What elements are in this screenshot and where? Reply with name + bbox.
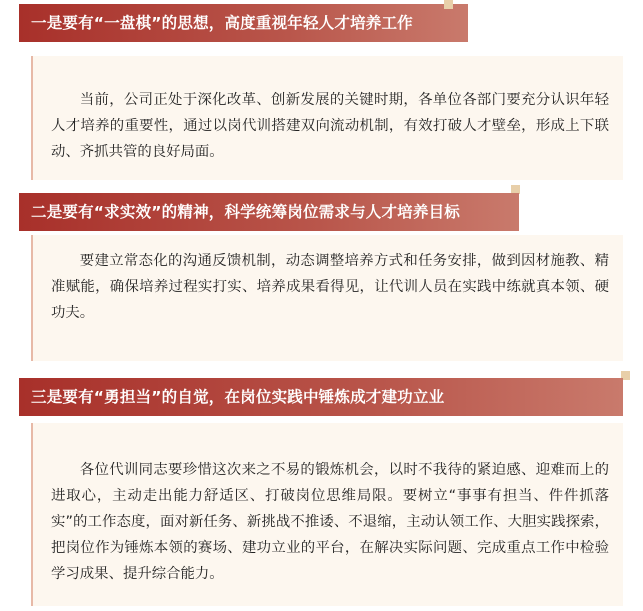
section-1-card xyxy=(31,56,623,180)
section-2-heading-banner xyxy=(19,193,519,231)
section-3-heading: 三是要有“勇担当”的自觉，在岗位实践中锤炼成才建功立业 xyxy=(31,388,445,406)
section-1-heading: 一是要有“一盘棋”的思想，高度重视年轻人才培养工作 xyxy=(31,14,413,32)
section-1-body: 当前，公司正处于深化改革、创新发展的关键时期，各单位各部门要充分认识年轻人才培养的重要性，通过以岗代训搭建双向流动机制，有效打破人才壁垒，形成上下联动、齐抓共管的良好局面。 xyxy=(51,92,609,160)
section-2-card xyxy=(31,235,623,361)
section-3-heading-banner xyxy=(19,378,623,416)
section-3-card xyxy=(31,423,623,606)
section-2-body: 要建立常态化的沟通反馈机制，动态调整培养方式和任务安排，做到因材施教、精准赋能，确保培养过程实打实、培养成果看得见，让代训人员在实践中练就真本领、硬功夫。 xyxy=(51,253,609,321)
section-2-heading: 二是要有“求实效”的精神，科学统筹岗位需求与人才培养目标 xyxy=(31,203,460,221)
section-1-corner-decoration xyxy=(444,0,453,9)
section-1-heading-banner xyxy=(19,4,468,42)
section-3-body: 各位代训同志要珍惜这次来之不易的锻炼机会，以时不我待的紧迫感、迎难而上的进取心，主动走出能力舒适区、打破岗位思维局限。要树立“事事有担当、件件抓落实”的工作态度，面对新任务、新挑战不推诿、不退缩，主动认领工作、大胆实践探索，把岗位作为锤炼本领的赛场、建功立业的平台，在解决实际问题、完成重点工作中检验学习成果、提升综合能力。 xyxy=(51,462,609,582)
